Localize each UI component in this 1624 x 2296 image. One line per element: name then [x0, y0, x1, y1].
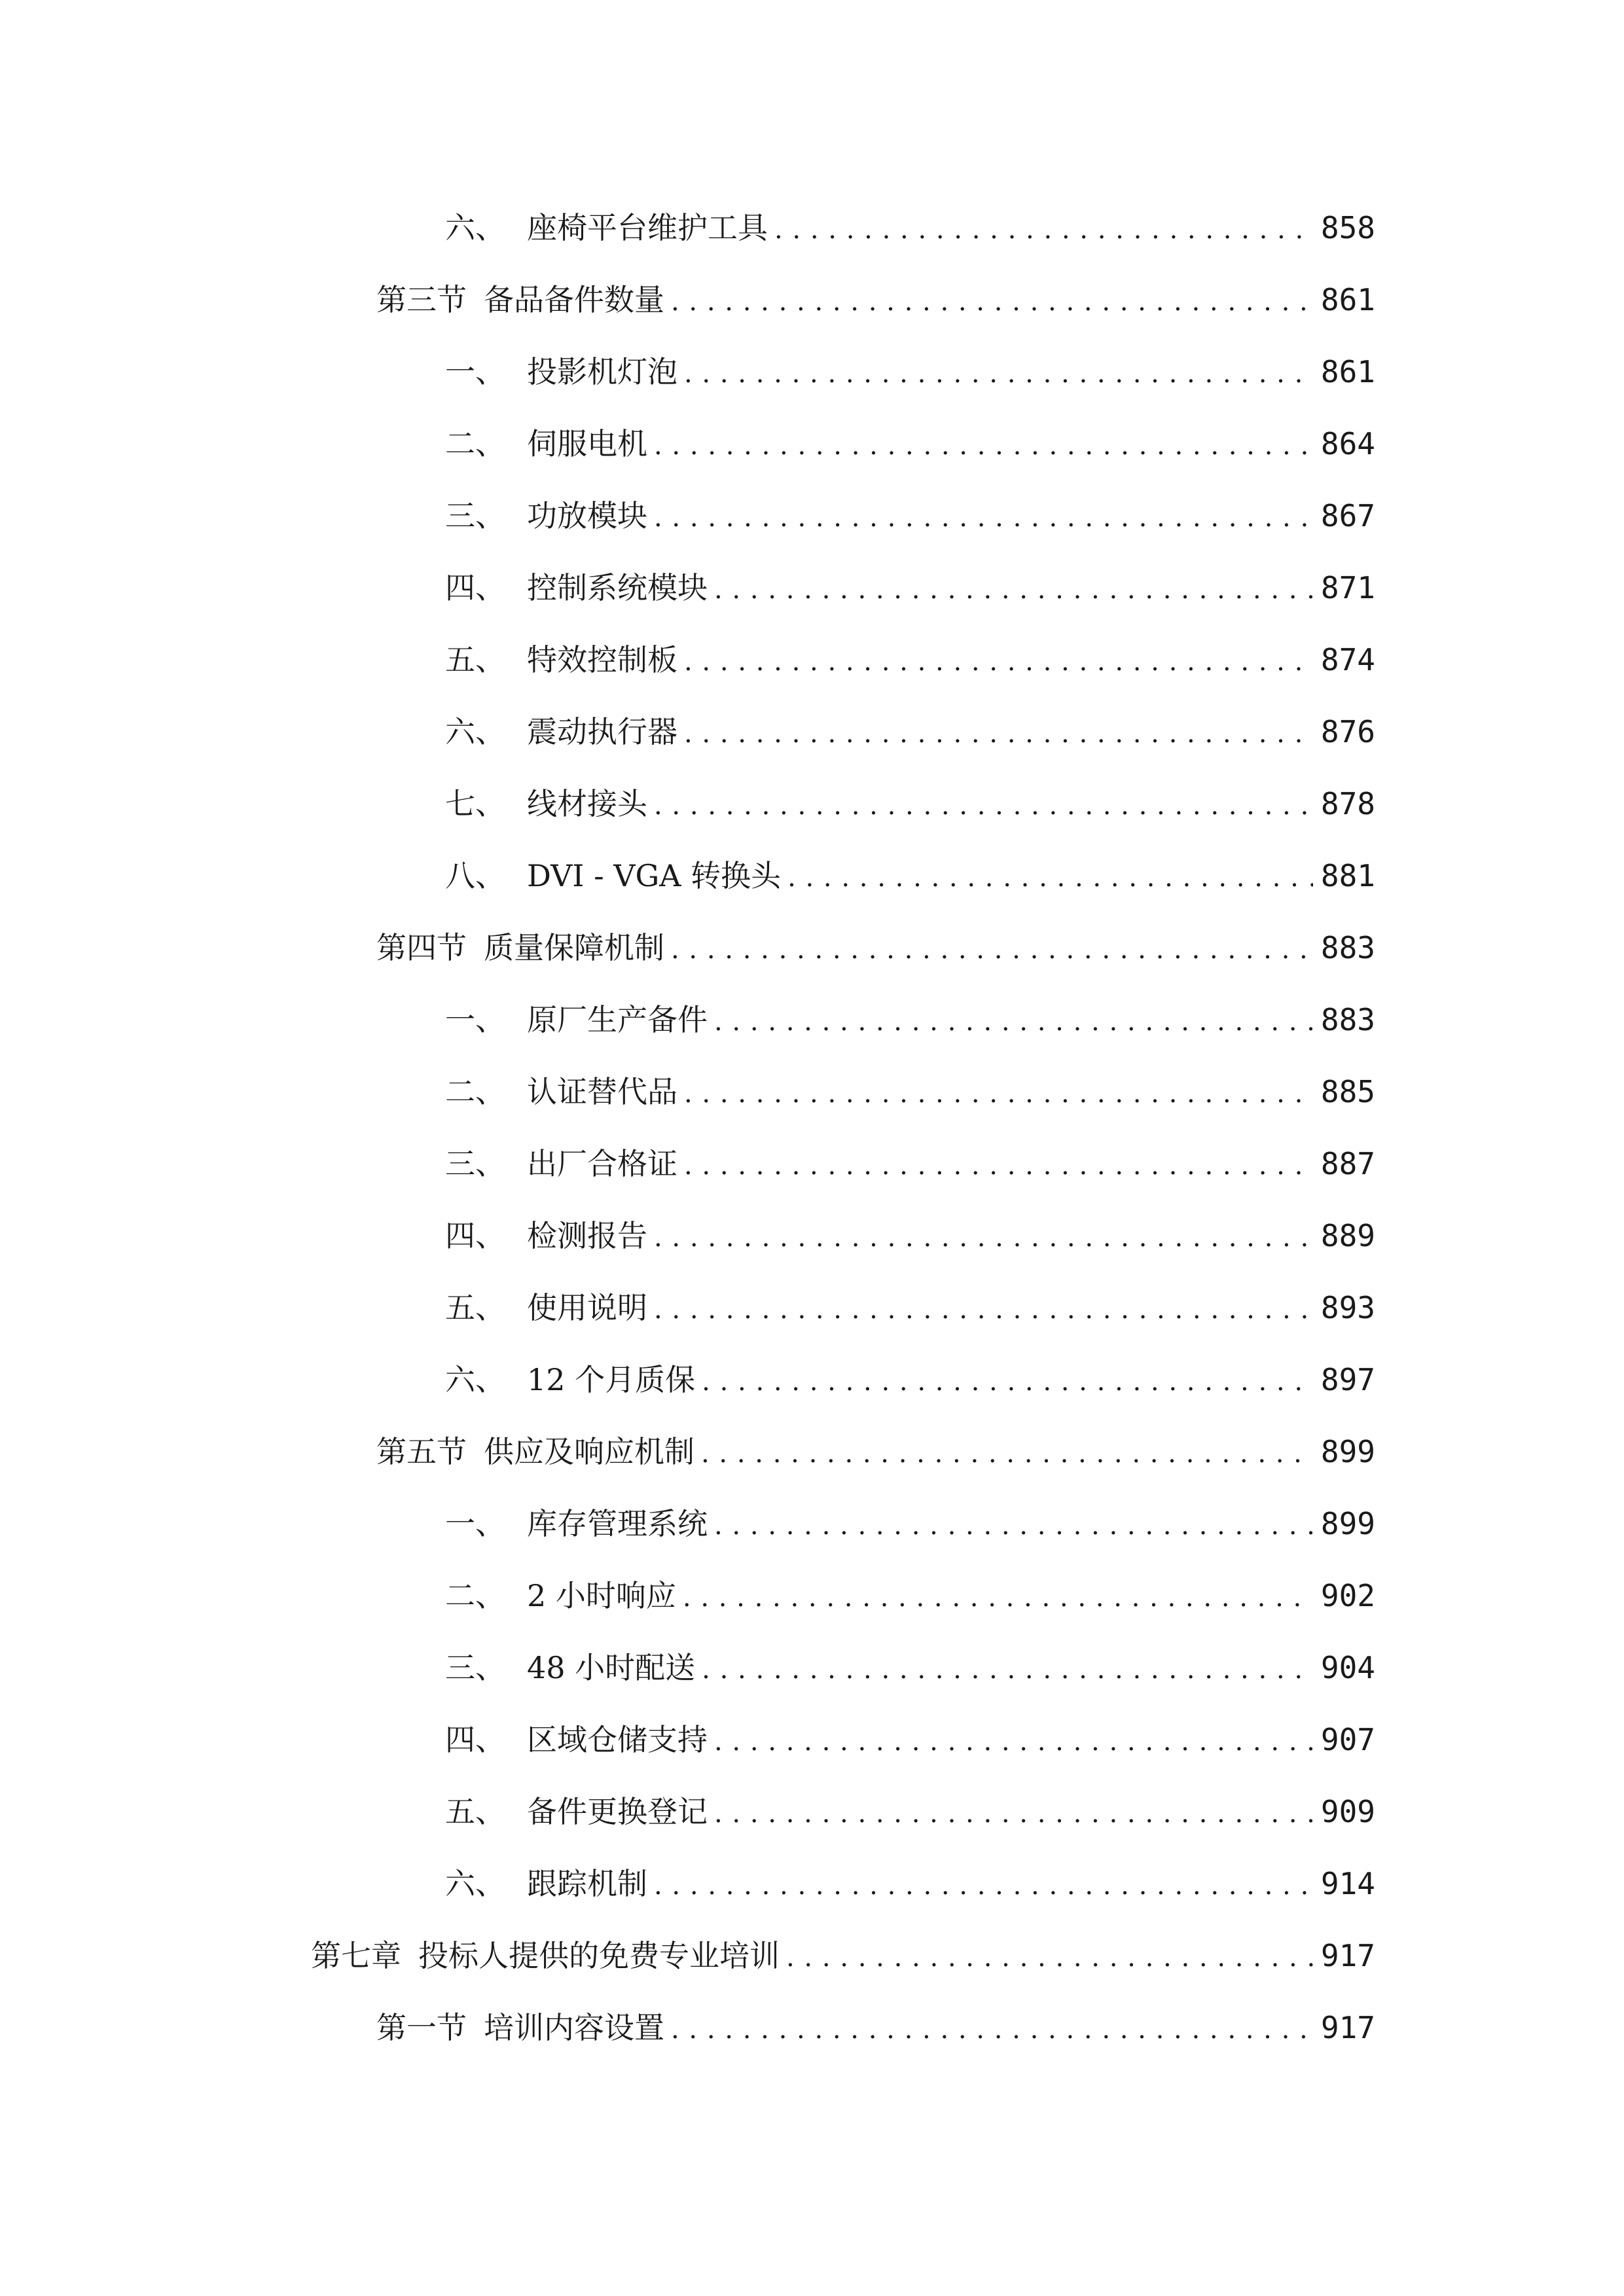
toc-entry-number: 六、: [445, 714, 505, 749]
dot-leader: [684, 708, 1313, 760]
toc-entry-page: 874: [1320, 642, 1375, 677]
toc-entry-page: 917: [1320, 1938, 1375, 1973]
dot-leader: [786, 1931, 1313, 1984]
toc-entry-number: 二、: [445, 426, 505, 461]
toc-entry-page: 907: [1320, 1722, 1375, 1757]
toc-entry-number: 八、: [445, 858, 505, 893]
toc-entry-number: 五、: [445, 1794, 505, 1829]
toc-entry-title: 伺服电机: [527, 426, 647, 461]
dot-leader: [702, 1643, 1313, 1696]
dot-leader: [654, 420, 1313, 472]
dot-leader: [654, 492, 1313, 544]
toc-entry-title: 控制系统模块: [527, 570, 708, 605]
toc-entry-page: 909: [1320, 1794, 1375, 1829]
toc-entry-title: 供应及响应机制: [484, 1434, 695, 1469]
toc-entry[interactable]: [0, 1210, 1375, 1262]
dot-leader: [654, 1211, 1313, 1264]
toc-entry-page: 904: [1320, 1650, 1375, 1685]
toc-entry[interactable]: [0, 1426, 1375, 1478]
toc-entry-page: 861: [1320, 282, 1375, 317]
toc-entry-title: 备品备件数量: [484, 282, 664, 317]
toc-entry-title: 投标人提供的免费专业培训: [418, 1938, 780, 1973]
toc-entry-number: 四、: [445, 1218, 505, 1253]
toc-entry-number: 四、: [445, 570, 505, 605]
toc-entry-title: 线材接头: [527, 786, 647, 821]
toc-entry-number: 三、: [445, 1650, 505, 1685]
toc-entry[interactable]: [0, 274, 1375, 326]
toc-entry-number: 五、: [445, 642, 505, 677]
toc-entry[interactable]: [0, 2001, 1375, 2054]
toc-entry-page: 885: [1320, 1074, 1375, 1109]
dot-leader: [787, 852, 1313, 904]
toc-entry-number: 六、: [445, 1362, 505, 1397]
dot-leader: [714, 1787, 1313, 1840]
toc-entry[interactable]: [0, 1570, 1375, 1622]
toc-entry-page: 871: [1320, 570, 1375, 605]
toc-entry-number: 七、: [445, 786, 505, 821]
toc-entry[interactable]: [0, 202, 1375, 254]
toc-entry-title: DVI - VGA 转换头: [527, 858, 782, 893]
dot-leader: [654, 1859, 1313, 1912]
toc-entry-title: 投影机灯泡: [527, 354, 677, 389]
toc-entry[interactable]: [0, 1138, 1375, 1190]
toc-entry-number: 三、: [445, 1146, 505, 1181]
dot-leader: [684, 348, 1313, 400]
dot-leader: [654, 780, 1313, 832]
toc-entry[interactable]: [0, 346, 1375, 398]
toc-entry[interactable]: [0, 778, 1375, 830]
toc-entry[interactable]: [0, 1641, 1375, 1694]
toc-entry-title: 48 小时配送: [527, 1650, 696, 1685]
toc-entry-number: 第一节: [376, 2010, 467, 2045]
toc-entry[interactable]: [0, 490, 1375, 542]
dot-leader: [683, 1571, 1313, 1624]
toc-entry-number: 第七章: [311, 1938, 401, 1973]
toc-entry-title: 2 小时响应: [527, 1578, 676, 1613]
toc-entry-page: 914: [1320, 1866, 1375, 1901]
toc-entry[interactable]: [0, 1857, 1375, 1910]
toc-entry-title: 使用说明: [527, 1290, 647, 1325]
toc-entry[interactable]: [0, 1498, 1375, 1550]
toc-entry-page: 864: [1320, 426, 1375, 461]
dot-leader: [714, 996, 1313, 1048]
toc-entry[interactable]: [0, 562, 1375, 614]
toc-entry-page: 867: [1320, 498, 1375, 533]
toc-entry-page: 883: [1320, 930, 1375, 965]
dot-leader: [714, 1715, 1313, 1768]
toc-entry-page: 887: [1320, 1146, 1375, 1181]
toc-entry[interactable]: [0, 1785, 1375, 1838]
dot-leader: [702, 1355, 1313, 1408]
toc-entry-title: 特效控制板: [527, 642, 677, 677]
toc-entry-page: 889: [1320, 1218, 1375, 1253]
toc-entry-title: 12 个月质保: [527, 1362, 696, 1397]
toc-entry-number: 三、: [445, 498, 505, 533]
toc-entry-page: 883: [1320, 1002, 1375, 1037]
toc-entry-page: 858: [1320, 210, 1375, 245]
toc-entry-page: 899: [1320, 1506, 1375, 1541]
toc-entry-page: 881: [1320, 858, 1375, 893]
toc-entry-page: 876: [1320, 714, 1375, 749]
toc-entry-number: 六、: [445, 1866, 505, 1901]
toc-entry-title: 功放模块: [527, 498, 647, 533]
toc-entry-page: 893: [1320, 1290, 1375, 1325]
toc-entry[interactable]: [0, 1282, 1375, 1334]
toc-entry-number: 第三节: [376, 282, 467, 317]
toc-entry-title: 认证替代品: [527, 1074, 677, 1109]
toc-entry-page: 899: [1320, 1434, 1375, 1469]
toc-entry-title: 跟踪机制: [527, 1866, 647, 1901]
dot-leader: [714, 1499, 1313, 1552]
toc-entry-title: 培训内容设置: [484, 2010, 664, 2045]
toc-entry-title: 质量保障机制: [484, 930, 664, 965]
dot-leader: [684, 1139, 1313, 1192]
toc-entry-number: 二、: [445, 1578, 505, 1613]
toc-entry-page: 897: [1320, 1362, 1375, 1397]
toc-entry-number: 一、: [445, 354, 505, 389]
toc-entry[interactable]: [0, 1066, 1375, 1118]
dot-leader: [684, 636, 1313, 688]
dot-leader: [671, 276, 1313, 328]
toc-entry-title: 库存管理系统: [527, 1506, 708, 1541]
toc-entry-number: 第四节: [376, 930, 467, 965]
dot-leader: [714, 564, 1313, 616]
toc-entry[interactable]: [0, 922, 1375, 974]
dot-leader: [701, 1427, 1313, 1480]
toc-entry[interactable]: [0, 1929, 1375, 1982]
toc-entry[interactable]: [0, 1354, 1375, 1406]
toc-entry[interactable]: [0, 706, 1375, 758]
toc-entry-number: 四、: [445, 1722, 505, 1757]
toc-entry[interactable]: [0, 850, 1375, 902]
toc-entry-page: 861: [1320, 354, 1375, 389]
toc-entry-title: 区域仓储支持: [527, 1722, 708, 1757]
toc-entry-number: 第五节: [376, 1434, 467, 1469]
toc-entry-number: 五、: [445, 1290, 505, 1325]
toc-entry-page: 878: [1320, 786, 1375, 821]
toc-entry[interactable]: [0, 994, 1375, 1046]
toc-entry-number: 一、: [445, 1002, 505, 1037]
toc-entry-number: 六、: [445, 210, 505, 245]
toc-entry-title: 原厂生产备件: [527, 1002, 708, 1037]
toc-entry-title: 震动执行器: [527, 714, 677, 749]
toc-entry-page: 902: [1320, 1578, 1375, 1613]
toc-entry-page: 917: [1320, 2010, 1375, 2045]
toc-entry-title: 备件更换登记: [527, 1794, 708, 1829]
toc-entry[interactable]: [0, 634, 1375, 686]
toc-entry-number: 二、: [445, 1074, 505, 1109]
dot-leader: [671, 2003, 1313, 2056]
dot-leader: [654, 1283, 1313, 1336]
dot-leader: [671, 924, 1313, 976]
toc-entry-title: 出厂合格证: [527, 1146, 677, 1181]
dot-leader: [684, 1067, 1313, 1120]
toc-entry[interactable]: [0, 418, 1375, 470]
toc-entry-title: 检测报告: [527, 1218, 647, 1253]
toc-entry[interactable]: [0, 1713, 1375, 1766]
toc-entry-title: 座椅平台维护工具: [527, 210, 768, 245]
dot-leader: [774, 204, 1313, 256]
toc-entry-number: 一、: [445, 1506, 505, 1541]
